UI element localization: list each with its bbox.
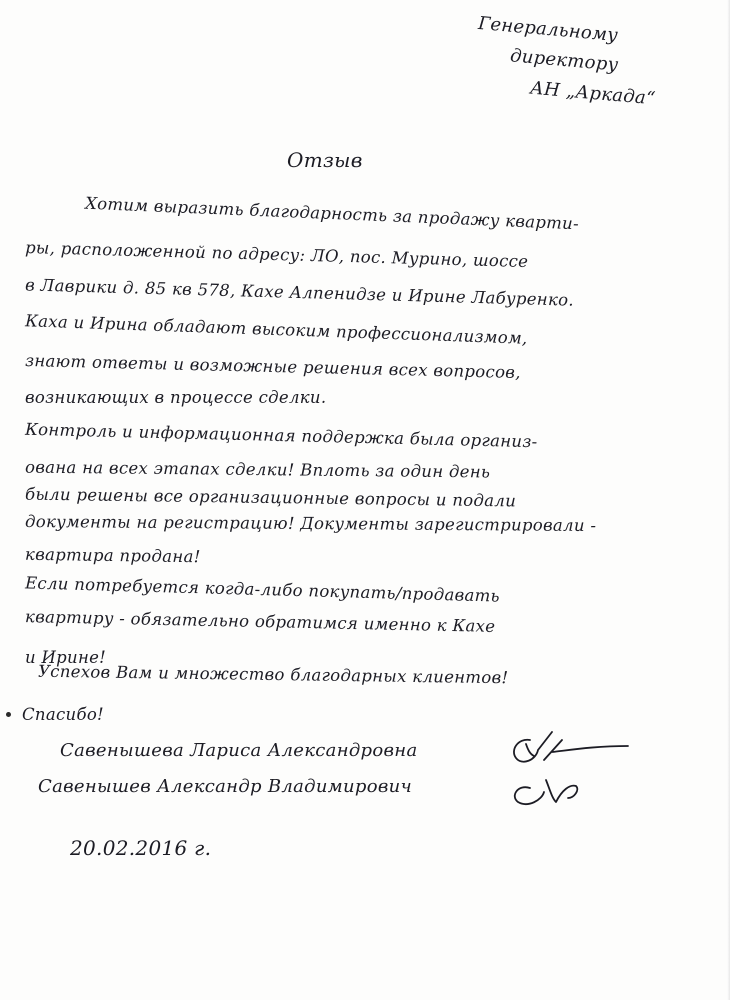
body-line: и Ирине! [25,648,107,667]
addressee-line: директору [509,45,620,76]
body-line: документы на регистрацию! Документы зарегистрировали - [24,512,597,535]
body-line: ована на всех этапах сделки! Вплоть за один день [24,457,491,482]
body-line: в Лаврики д. 85 кв 578, Кахе Алпенидзе и Ирине Лабуренко. [24,275,575,310]
body-line: ры, расположенной по адресу: ЛО, пос. Мурино, шоссе [24,237,529,272]
body-line: были решены все организационные вопросы и подали [24,484,517,511]
body-line: квартиру - обязательно обратимся именно к Кахе [24,607,496,636]
body-line: Если потребуется когда-либо покупать/продавать [24,573,501,606]
addressee-line: Генеральному [477,12,619,47]
body-line: Контроль и информационная поддержка была организ- [24,419,538,452]
body-line: Хотим выразить благодарность за продажу кварти- [84,193,580,234]
body-line: возникающих в процессе сделки. [25,388,327,407]
body-line: знают ответы и возможные решения всех вопросов, [24,350,521,383]
letter-title: Отзыв [287,148,363,172]
addressee-line: АН „Аркада“ [529,77,657,110]
punch-hole-mark [6,712,11,717]
body-line: квартира продана! [24,544,201,567]
signatory-name: Савенышева Лариса Александровна [60,740,418,761]
letter-date: 20.02.2016 г. [70,836,212,860]
body-line: Спасибо! [22,705,104,724]
body-line: Успехов Вам и множество благодарных клиентов! [37,661,509,688]
signatory-name: Савенышев Александр Владимирович [38,776,413,797]
body-line: Каха и Ирина обладают высоким профессионализмом, [24,311,528,348]
handwritten-signatures [500,720,630,820]
